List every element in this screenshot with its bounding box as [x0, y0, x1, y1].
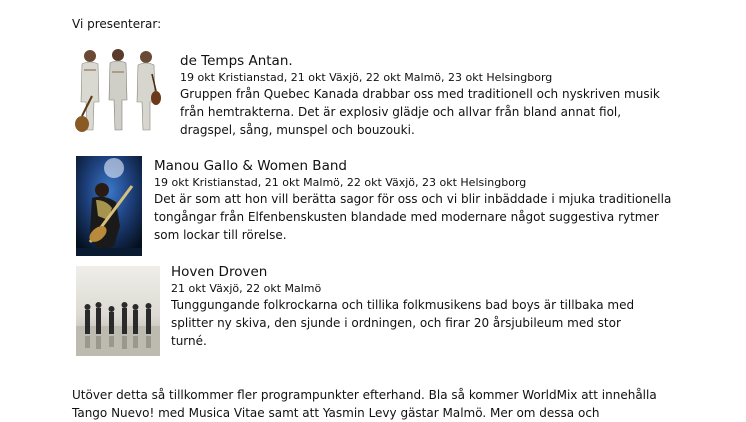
band-photo-de-temps-antan — [72, 44, 164, 134]
footer-paragraph: Utöver detta så tillkommer fler programpunkter efterhand. Bla så kommer WorldMix att innehålla Tango Nuevo! med Musica Vitae samt att Yasmin Levy gästar Malmö. Mer om dessa och — [72, 388, 657, 420]
band-dates: 19 okt Kristianstad, 21 okt Malmö, 22 okt Växjö, 23 okt Helsingborg — [154, 176, 527, 189]
band-entry — [154, 158, 671, 244]
band-description: Tunggungande folkrockarna och tillika folkmusikens bad boys är tillbaka med splitter ny skiva, den sjunde i ordningen, och firar 20 årsjubileum med stor turné. — [171, 298, 635, 348]
band-entry — [171, 264, 634, 350]
band-photo-manou-gallo — [76, 156, 142, 256]
band-photo-hoven-droven — [76, 266, 160, 356]
band-entry — [180, 53, 660, 139]
band-dates: 19 okt Kristianstad, 21 okt Växjö, 22 okt Malmö, 23 okt Helsingborg — [180, 71, 553, 84]
band-title: Manou Gallo & Women Band — [154, 158, 347, 174]
band-description: Gruppen från Quebec Kanada drabbar oss med traditionell och nyskriven musik från hemtrakterna. Det är explosiv glädje och allvar från bland annat fiol, dragspel, sång, munspel och bouzouki. — [180, 87, 660, 137]
band-title: de Temps Antan. — [180, 53, 293, 69]
band-description: Det är som att hon vill berätta sagor för oss och vi blir inbäddade i mjuka traditionella tongångar från Elfenbenskusten blandade med modernare något suggestiva rytmer som lockar till rörelse. — [154, 192, 672, 242]
band-dates: 21 okt Växjö, 22 okt Malmö — [171, 282, 322, 295]
intro-heading: Vi presenterar: — [72, 17, 162, 31]
band-title: Hoven Droven — [171, 264, 268, 280]
